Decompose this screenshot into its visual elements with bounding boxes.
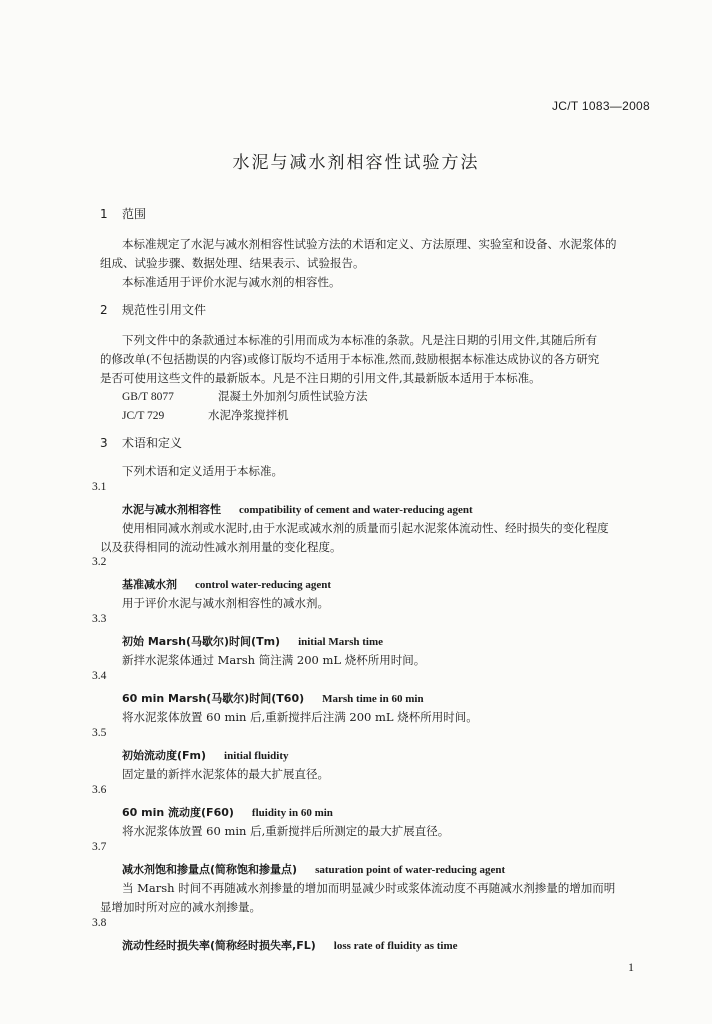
section-1-heading <box>100 205 146 222</box>
term-definition: 将水泥浆体放置 60 min 后,重新搅拌后注满 200 mL 烧杯所用时间。 <box>122 710 478 724</box>
term-heading <box>122 937 458 953</box>
section-title: 规范性引用文件 <box>122 303 207 317</box>
term-english: saturation point of water-reducing agent <box>315 864 506 876</box>
term-definition: 将水泥浆体放置 60 min 后,重新搅拌后所测定的最大扩展直径。 <box>122 824 450 838</box>
term-chinese: 减水剂饱和掺量点(简称饱和掺量点) <box>122 863 298 876</box>
term-english: control water-reducing agent <box>195 579 332 591</box>
term-english: fluidity in 60 min <box>251 807 333 819</box>
term-heading <box>122 501 473 517</box>
paragraph-line: 的修改单(不包括勘误的内容)或修订版均不适用于本标准,然而,鼓励根据本标准达成协议的各方研究 <box>100 352 600 366</box>
term-definition: 固定量的新拌水泥浆体的最大扩展直径。 <box>122 767 329 781</box>
term-definition: 以及获得相同的流动性减水剂用量的变化程度。 <box>100 540 342 554</box>
paragraph-line: 本标准规定了水泥与减水剂相容性试验方法的术语和定义、方法原理、实验室和设备、水泥浆体的 <box>122 237 617 251</box>
term-number: 3.4 <box>92 670 107 682</box>
reference-name: 水泥净浆搅拌机 <box>208 408 289 422</box>
term-heading <box>122 633 383 649</box>
term-number: 3.2 <box>92 556 107 568</box>
term-number: 3.3 <box>92 613 107 625</box>
term-definition: 显增加时所对应的减水剂掺量。 <box>100 900 261 914</box>
term-chinese: 初始 Marsh(马歇尔)时间(Tm) <box>122 635 281 648</box>
term-chinese: 60 min 流动度(F60) <box>122 806 234 819</box>
normative-reference <box>122 388 368 404</box>
term-number: 3.6 <box>92 784 107 796</box>
section-title: 术语和定义 <box>122 436 183 450</box>
term-definition: 新拌水泥浆体通过 Marsh 筒注满 200 mL 烧杯所用时间。 <box>122 653 426 667</box>
term-english: initial fluidity <box>224 750 289 762</box>
term-definition: 用于评价水泥与减水剂相容性的减水剂。 <box>122 596 329 610</box>
term-english: Marsh time in 60 min <box>322 693 424 705</box>
term-chinese: 水泥与减水剂相容性 <box>122 503 221 516</box>
term-chinese: 60 min Marsh(马歇尔)时间(T60) <box>122 692 305 705</box>
term-heading <box>122 690 424 706</box>
reference-name: 混凝土外加剂匀质性试验方法 <box>218 389 368 403</box>
paragraph-line: 组成、试验步骤、数据处理、结果表示、试验报告。 <box>100 256 365 270</box>
term-number: 3.7 <box>92 841 107 853</box>
term-definition: 使用相同减水剂或水泥时,由于水泥或减水剂的质量而引起水泥浆体流动性、经时损失的变化程度 <box>122 521 609 535</box>
paragraph-line: 下列术语和定义适用于本标准。 <box>122 464 283 478</box>
term-chinese: 初始流动度(Fm) <box>122 749 207 762</box>
term-chinese: 流动性经时损失率(简称经时损失率,FL) <box>122 939 316 952</box>
paragraph-line: 下列文件中的条款通过本标准的引用而成为本标准的条款。凡是注日期的引用文件,其随后所有 <box>122 333 598 347</box>
section-number: 1 <box>100 207 108 221</box>
term-english: loss rate of fluidity as time <box>333 940 458 952</box>
reference-code: JC/T 729 <box>122 410 165 422</box>
term-definition: 当 Marsh 时间不再随减水剂掺量的增加而明显减少时或浆体流动度不再随减水剂掺量的增加而明 <box>122 881 616 895</box>
normative-reference <box>122 407 289 423</box>
section-number: 3 <box>100 436 108 450</box>
reference-code: GB/T 8077 <box>122 391 174 403</box>
section-number: 2 <box>100 303 108 317</box>
term-chinese: 基准减水剂 <box>122 578 177 591</box>
page-number: 1 <box>628 960 634 974</box>
term-english: compatibility of cement and water-reducing agent <box>239 504 473 516</box>
term-english: initial Marsh time <box>298 636 384 648</box>
term-number: 3.1 <box>92 481 107 493</box>
paragraph-line: 是否可使用这些文件的最新版本。凡是不注日期的引用文件,其最新版本适用于本标准。 <box>100 371 541 385</box>
section-2-heading <box>100 301 206 318</box>
term-number: 3.5 <box>92 727 107 739</box>
document-title: 水泥与减水剂相容性试验方法 <box>232 153 480 173</box>
section-title: 范围 <box>122 207 147 221</box>
term-heading <box>122 861 505 877</box>
term-number: 3.8 <box>92 917 107 929</box>
term-heading <box>122 576 331 592</box>
term-heading <box>122 747 289 763</box>
standard-number: JC/T 1083—2008 <box>551 99 650 113</box>
section-3-heading <box>100 434 182 451</box>
paragraph-line: 本标准适用于评价水泥与减水剂的相容性。 <box>122 275 341 289</box>
term-heading <box>122 804 333 820</box>
